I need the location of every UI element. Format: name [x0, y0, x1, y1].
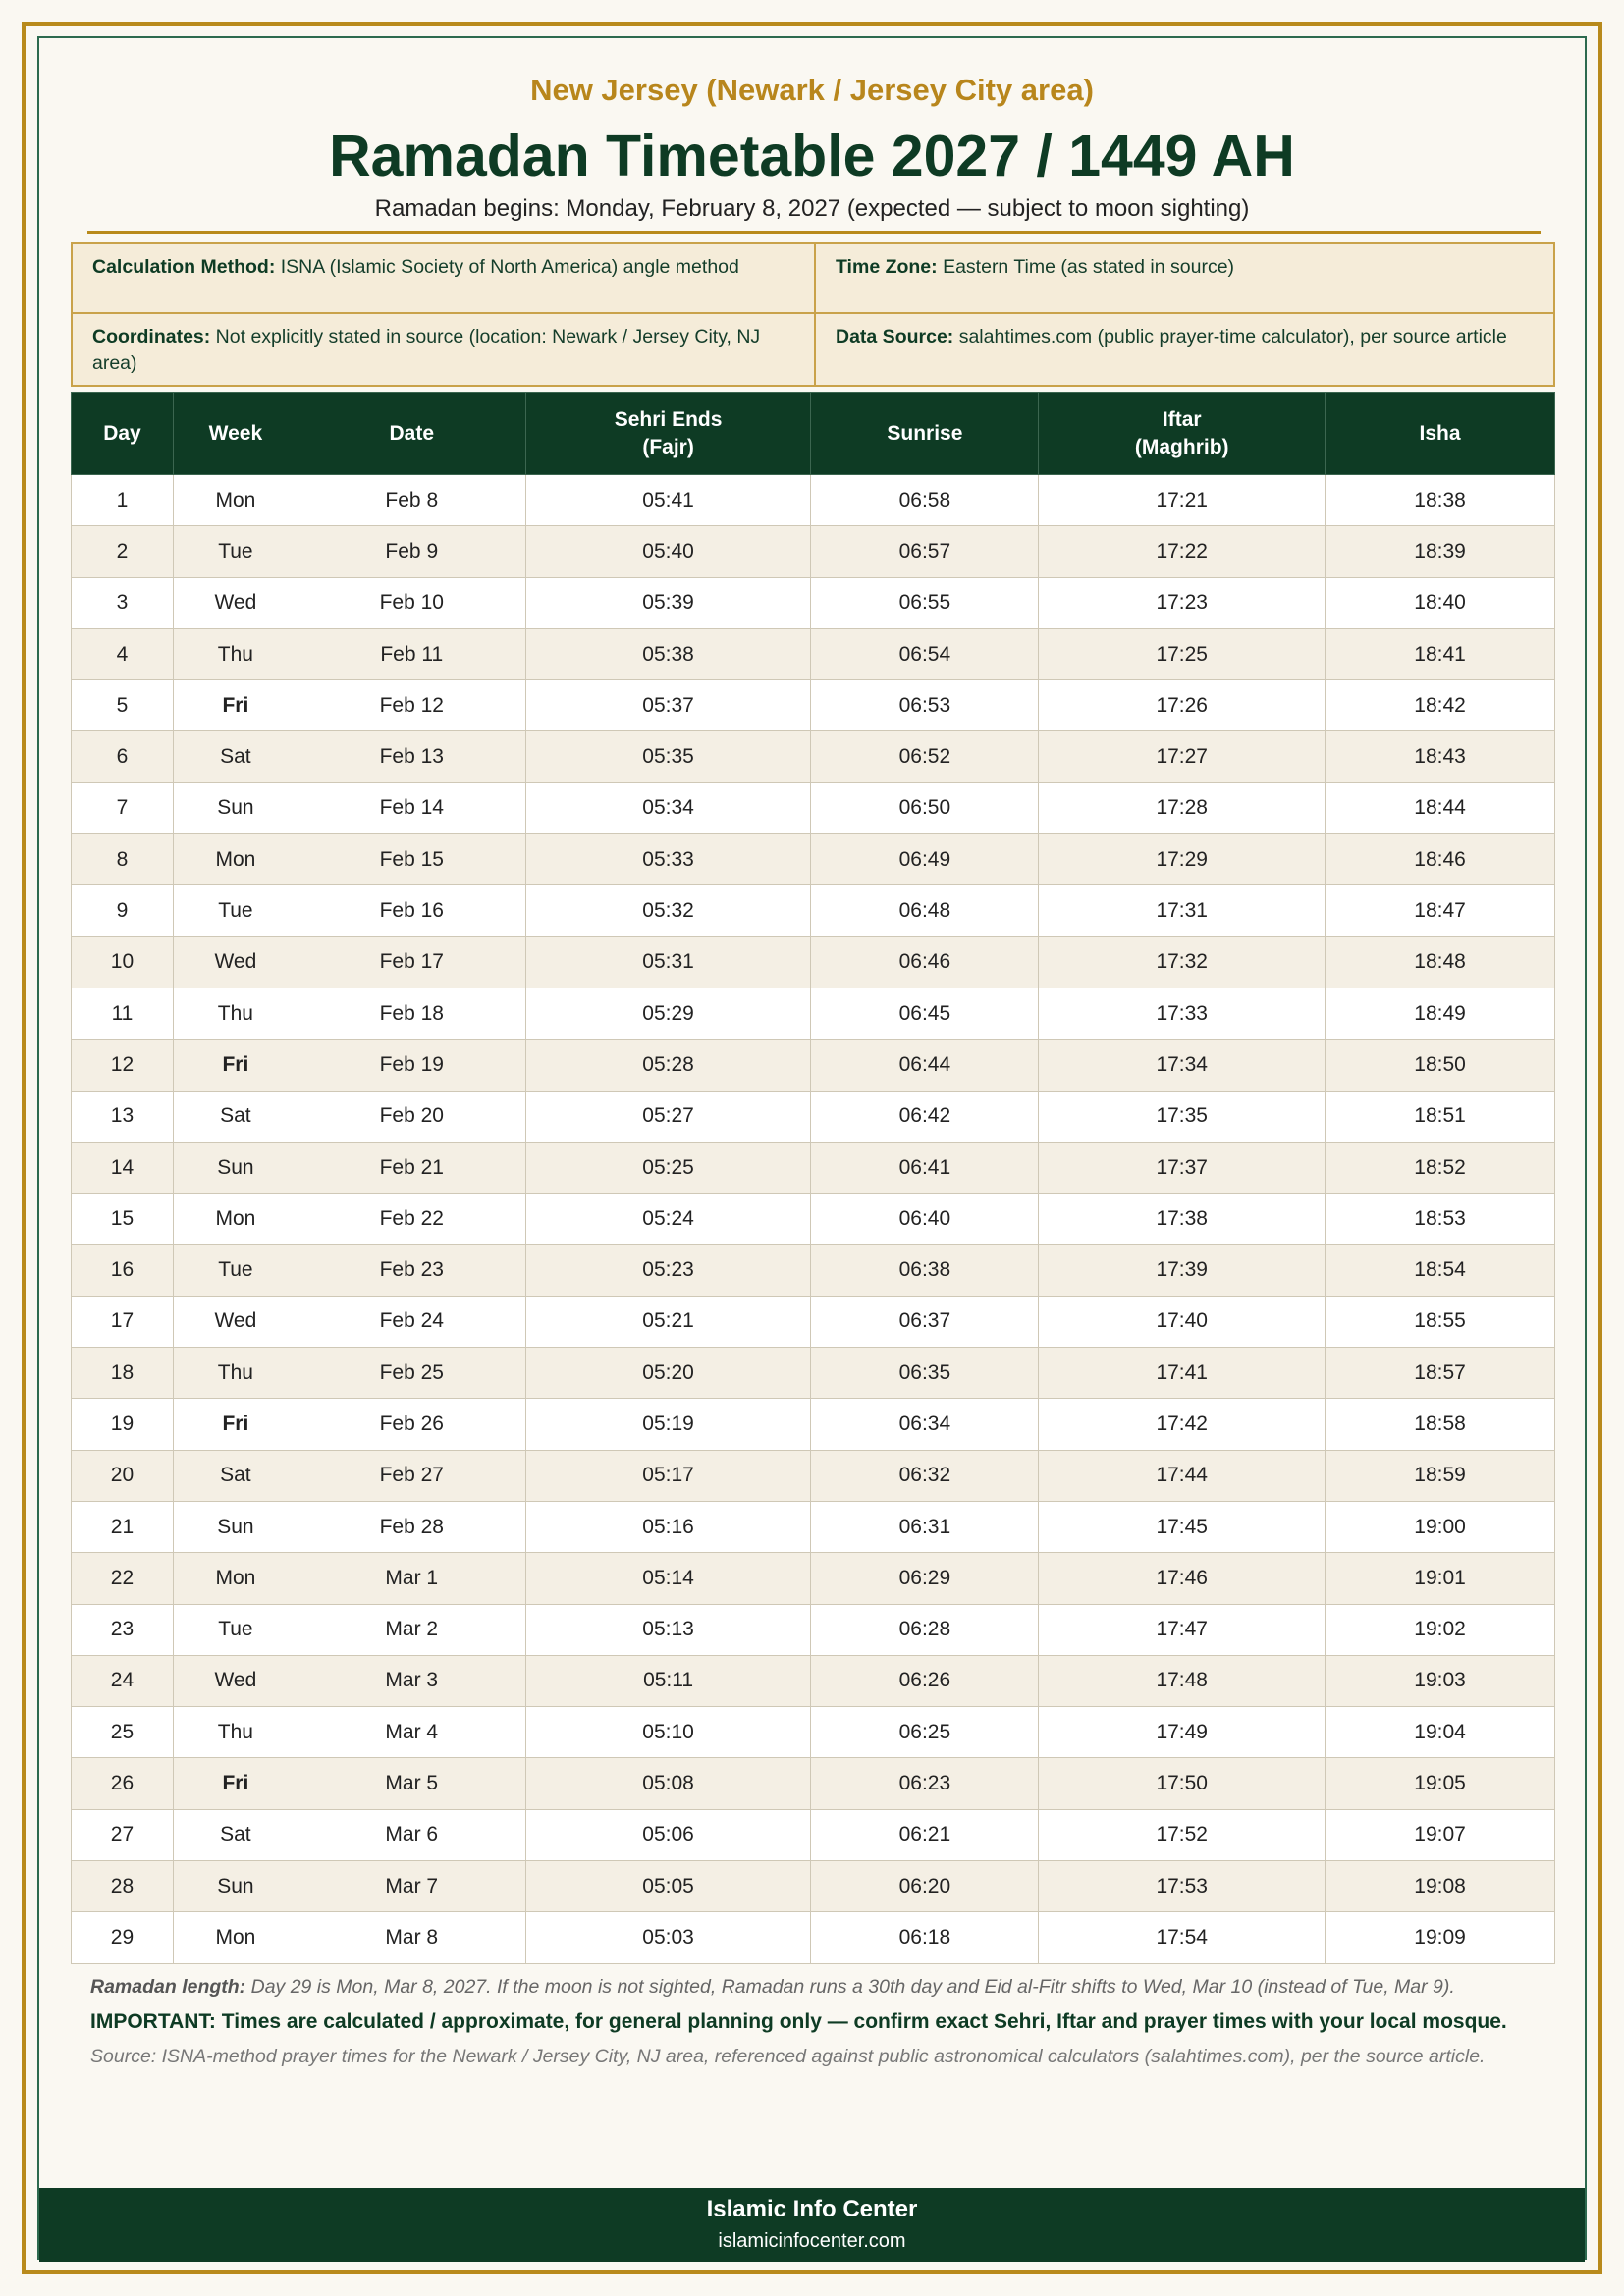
sunrise-cell: 06:50	[811, 782, 1039, 833]
date-cell: Feb 11	[298, 628, 525, 679]
isha-cell: 18:54	[1326, 1245, 1555, 1296]
sunrise-cell: 06:46	[811, 936, 1039, 988]
isha-cell: 19:08	[1326, 1861, 1555, 1912]
iftar-cell: 17:42	[1039, 1399, 1326, 1450]
iftar-cell: 17:27	[1039, 731, 1326, 782]
source-note: Source: ISNA-method prayer times for the Newark / Jersey City, NJ area, referenced against public astronomical calculators (salahtimes.com), per the source article.	[90, 2046, 1486, 2067]
sehri-cell: 05:11	[525, 1655, 811, 1706]
table-row	[72, 885, 1555, 936]
week-cell: Wed	[173, 1296, 298, 1347]
date-cell: Mar 1	[298, 1553, 525, 1604]
iftar-cell: 17:33	[1039, 988, 1326, 1039]
day-cell: 28	[72, 1861, 174, 1912]
column-header: Week	[173, 393, 298, 475]
sehri-cell: 05:13	[525, 1604, 811, 1655]
isha-cell: 18:47	[1326, 885, 1555, 936]
week-cell: Mon	[173, 1912, 298, 1963]
table-row	[72, 680, 1555, 731]
isha-cell: 18:51	[1326, 1091, 1555, 1142]
table-row	[72, 936, 1555, 988]
sunrise-cell: 06:48	[811, 885, 1039, 936]
sehri-cell: 05:27	[525, 1091, 811, 1142]
sehri-cell: 05:03	[525, 1912, 811, 1963]
day-cell: 4	[72, 628, 174, 679]
table-row	[72, 1758, 1555, 1809]
week-cell: Sat	[173, 1809, 298, 1860]
iftar-cell: 17:21	[1039, 475, 1326, 526]
day-cell: 11	[72, 988, 174, 1039]
date-cell: Feb 21	[298, 1142, 525, 1193]
date-cell: Feb 13	[298, 731, 525, 782]
week-cell: Thu	[173, 1707, 298, 1758]
coords-value: Not explicitly stated in source (location: Newark / Jersey City, NJ area)	[92, 326, 761, 374]
iftar-cell: 17:28	[1039, 782, 1326, 833]
date-cell: Feb 24	[298, 1296, 525, 1347]
date-cell: Feb 22	[298, 1194, 525, 1245]
sehri-cell: 05:37	[525, 680, 811, 731]
iftar-cell: 17:39	[1039, 1245, 1326, 1296]
day-cell: 18	[72, 1348, 174, 1399]
table-row	[72, 1604, 1555, 1655]
iftar-cell: 17:50	[1039, 1758, 1326, 1809]
date-cell: Feb 23	[298, 1245, 525, 1296]
isha-cell: 19:00	[1326, 1501, 1555, 1552]
page-title: Ramadan Timetable 2027 / 1449 AH	[329, 124, 1295, 188]
footer	[39, 2188, 1585, 2262]
timetable	[71, 392, 1555, 1964]
table-row	[72, 526, 1555, 577]
week-cell: Wed	[173, 577, 298, 628]
day-cell: 22	[72, 1553, 174, 1604]
day-cell: 1	[72, 475, 174, 526]
sunrise-cell: 06:35	[811, 1348, 1039, 1399]
iftar-cell: 17:49	[1039, 1707, 1326, 1758]
date-cell: Feb 14	[298, 782, 525, 833]
table-row	[72, 1040, 1555, 1091]
sehri-cell: 05:14	[525, 1553, 811, 1604]
sehri-cell: 05:40	[525, 526, 811, 577]
table-row	[72, 1450, 1555, 1501]
week-cell: Mon	[173, 1553, 298, 1604]
sehri-cell: 05:33	[525, 834, 811, 885]
isha-cell: 18:58	[1326, 1399, 1555, 1450]
sehri-cell: 05:19	[525, 1399, 811, 1450]
day-cell: 29	[72, 1912, 174, 1963]
notes	[90, 1974, 1553, 2070]
isha-cell: 19:05	[1326, 1758, 1555, 1809]
iftar-cell: 17:47	[1039, 1604, 1326, 1655]
week-cell: Wed	[173, 936, 298, 988]
table-row	[72, 1348, 1555, 1399]
isha-cell: 19:01	[1326, 1553, 1555, 1604]
isha-cell: 18:43	[1326, 731, 1555, 782]
day-cell: 23	[72, 1604, 174, 1655]
sunrise-cell: 06:49	[811, 834, 1039, 885]
sunrise-cell: 06:32	[811, 1450, 1039, 1501]
date-cell: Mar 3	[298, 1655, 525, 1706]
day-cell: 14	[72, 1142, 174, 1193]
date-cell: Feb 27	[298, 1450, 525, 1501]
iftar-cell: 17:41	[1039, 1348, 1326, 1399]
timezone-label: Time Zone:	[836, 256, 938, 278]
sehri-cell: 05:16	[525, 1501, 811, 1552]
iftar-cell: 17:48	[1039, 1655, 1326, 1706]
footer-url[interactable]: islamicinfocenter.com	[718, 2230, 906, 2252]
time-zone	[814, 244, 1555, 312]
week-cell: Tue	[173, 885, 298, 936]
date-cell: Feb 17	[298, 936, 525, 988]
week-cell: Tue	[173, 1604, 298, 1655]
column-header: Sehri Ends (Fajr)	[525, 393, 811, 475]
iftar-cell: 17:25	[1039, 628, 1326, 679]
week-cell: Sat	[173, 1091, 298, 1142]
week-cell: Fri	[173, 680, 298, 731]
sunrise-cell: 06:20	[811, 1861, 1039, 1912]
table-row	[72, 782, 1555, 833]
table-row	[72, 1861, 1555, 1912]
week-cell: Mon	[173, 475, 298, 526]
week-cell: Fri	[173, 1758, 298, 1809]
isha-cell: 18:52	[1326, 1142, 1555, 1193]
table-row	[72, 1809, 1555, 1860]
sunrise-cell: 06:53	[811, 680, 1039, 731]
sehri-cell: 05:41	[525, 475, 811, 526]
length-label: Ramadan length:	[90, 1976, 246, 1998]
column-header: Isha	[1326, 393, 1555, 475]
sehri-cell: 05:38	[525, 628, 811, 679]
isha-cell: 18:53	[1326, 1194, 1555, 1245]
table-row	[72, 1501, 1555, 1552]
sehri-cell: 05:20	[525, 1348, 811, 1399]
isha-cell: 19:04	[1326, 1707, 1555, 1758]
sunrise-cell: 06:21	[811, 1809, 1039, 1860]
week-cell: Sat	[173, 1450, 298, 1501]
date-cell: Feb 15	[298, 834, 525, 885]
iftar-cell: 17:22	[1039, 526, 1326, 577]
day-cell: 21	[72, 1501, 174, 1552]
day-cell: 2	[72, 526, 174, 577]
sehri-cell: 05:23	[525, 1245, 811, 1296]
isha-cell: 18:41	[1326, 628, 1555, 679]
sunrise-cell: 06:58	[811, 475, 1039, 526]
sunrise-cell: 06:40	[811, 1194, 1039, 1245]
isha-cell: 18:49	[1326, 988, 1555, 1039]
iftar-cell: 17:53	[1039, 1861, 1326, 1912]
day-cell: 15	[72, 1194, 174, 1245]
date-cell: Feb 26	[298, 1399, 525, 1450]
sehri-cell: 05:34	[525, 782, 811, 833]
date-cell: Mar 6	[298, 1809, 525, 1860]
table-row	[72, 577, 1555, 628]
week-cell: Sun	[173, 1142, 298, 1193]
sunrise-cell: 06:26	[811, 1655, 1039, 1706]
important-note: IMPORTANT: Times are calculated / approximate, for general planning only — confirm exact Sehri, Iftar and prayer times with your local mosque.	[90, 2010, 1507, 2033]
sunrise-cell: 06:34	[811, 1399, 1039, 1450]
day-cell: 26	[72, 1758, 174, 1809]
date-cell: Mar 2	[298, 1604, 525, 1655]
isha-cell: 18:55	[1326, 1296, 1555, 1347]
iftar-cell: 17:34	[1039, 1040, 1326, 1091]
day-cell: 6	[72, 731, 174, 782]
page-frame	[37, 36, 1587, 2260]
sehri-cell: 05:24	[525, 1194, 811, 1245]
source-label: Data Source:	[836, 326, 954, 347]
week-cell: Fri	[173, 1040, 298, 1091]
sunrise-cell: 06:44	[811, 1040, 1039, 1091]
date-cell: Feb 25	[298, 1348, 525, 1399]
week-cell: Thu	[173, 1348, 298, 1399]
table-row	[72, 1553, 1555, 1604]
coordinates	[73, 312, 814, 385]
iftar-cell: 17:46	[1039, 1553, 1326, 1604]
sunrise-cell: 06:29	[811, 1553, 1039, 1604]
isha-cell: 18:59	[1326, 1450, 1555, 1501]
week-cell: Sun	[173, 1861, 298, 1912]
table-row	[72, 1091, 1555, 1142]
column-header: Date	[298, 393, 525, 475]
sehri-cell: 05:17	[525, 1450, 811, 1501]
iftar-cell: 17:54	[1039, 1912, 1326, 1963]
isha-cell: 19:03	[1326, 1655, 1555, 1706]
timezone-value: Eastern Time (as stated in source)	[937, 256, 1235, 278]
sunrise-cell: 06:18	[811, 1912, 1039, 1963]
day-cell: 13	[72, 1091, 174, 1142]
sunrise-cell: 06:45	[811, 988, 1039, 1039]
week-cell: Thu	[173, 628, 298, 679]
header	[39, 38, 1585, 224]
isha-cell: 18:42	[1326, 680, 1555, 731]
sehri-cell: 05:39	[525, 577, 811, 628]
table-row	[72, 1399, 1555, 1450]
sehri-cell: 05:08	[525, 1758, 811, 1809]
table-row	[72, 1912, 1555, 1963]
table-row	[72, 628, 1555, 679]
day-cell: 8	[72, 834, 174, 885]
sunrise-cell: 06:54	[811, 628, 1039, 679]
date-cell: Feb 18	[298, 988, 525, 1039]
sehri-cell: 05:29	[525, 988, 811, 1039]
sehri-cell: 05:06	[525, 1809, 811, 1860]
table-body	[72, 475, 1555, 1964]
sunrise-cell: 06:52	[811, 731, 1039, 782]
ramadan-length-note	[90, 1974, 1553, 2001]
iftar-cell: 17:35	[1039, 1091, 1326, 1142]
sunrise-cell: 06:37	[811, 1296, 1039, 1347]
isha-cell: 18:38	[1326, 475, 1555, 526]
data-source	[814, 312, 1555, 385]
table-row	[72, 1194, 1555, 1245]
iftar-cell: 17:52	[1039, 1809, 1326, 1860]
table-row	[72, 475, 1555, 526]
sehri-cell: 05:28	[525, 1040, 811, 1091]
date-cell: Feb 16	[298, 885, 525, 936]
iftar-cell: 17:29	[1039, 834, 1326, 885]
length-text: Day 29 is Mon, Mar 8, 2027. If the moon is not sighted, Ramadan runs a 30th day and Eid al-Fitr shifts to Wed, Mar 10 (instead of Tue, Mar 9).	[245, 1976, 1455, 1998]
week-cell: Sat	[173, 731, 298, 782]
sunrise-cell: 06:31	[811, 1501, 1039, 1552]
day-cell: 24	[72, 1655, 174, 1706]
week-cell: Tue	[173, 526, 298, 577]
isha-cell: 18:48	[1326, 936, 1555, 988]
iftar-cell: 17:37	[1039, 1142, 1326, 1193]
day-cell: 27	[72, 1809, 174, 1860]
isha-cell: 18:57	[1326, 1348, 1555, 1399]
iftar-cell: 17:26	[1039, 680, 1326, 731]
source-value: salahtimes.com (public prayer-time calculator), per source article	[953, 326, 1507, 347]
iftar-cell: 17:44	[1039, 1450, 1326, 1501]
footer-name: Islamic Info Center	[706, 2196, 918, 2222]
location-subtitle: New Jersey (Newark / Jersey City area)	[530, 73, 1094, 107]
sehri-cell: 05:10	[525, 1707, 811, 1758]
day-cell: 9	[72, 885, 174, 936]
coords-label: Coordinates:	[92, 326, 211, 347]
divider	[87, 231, 1541, 234]
isha-cell: 19:02	[1326, 1604, 1555, 1655]
isha-cell: 18:46	[1326, 834, 1555, 885]
week-cell: Mon	[173, 834, 298, 885]
sunrise-cell: 06:23	[811, 1758, 1039, 1809]
isha-cell: 19:07	[1326, 1809, 1555, 1860]
sehri-cell: 05:31	[525, 936, 811, 988]
week-cell: Wed	[173, 1655, 298, 1706]
isha-cell: 18:40	[1326, 577, 1555, 628]
sehri-cell: 05:21	[525, 1296, 811, 1347]
table-row	[72, 1655, 1555, 1706]
table-row	[72, 1707, 1555, 1758]
date-cell: Feb 28	[298, 1501, 525, 1552]
sehri-cell: 05:32	[525, 885, 811, 936]
day-cell: 16	[72, 1245, 174, 1296]
date-cell: Feb 9	[298, 526, 525, 577]
sehri-cell: 05:25	[525, 1142, 811, 1193]
isha-cell: 18:44	[1326, 782, 1555, 833]
table-row	[72, 988, 1555, 1039]
begins-text: Ramadan begins: Monday, February 8, 2027 (expected — subject to moon sighting)	[374, 195, 1250, 222]
date-cell: Mar 8	[298, 1912, 525, 1963]
day-cell: 10	[72, 936, 174, 988]
date-cell: Feb 20	[298, 1091, 525, 1142]
sunrise-cell: 06:57	[811, 526, 1039, 577]
date-cell: Mar 7	[298, 1861, 525, 1912]
isha-cell: 18:50	[1326, 1040, 1555, 1091]
day-cell: 20	[72, 1450, 174, 1501]
week-cell: Fri	[173, 1399, 298, 1450]
sehri-cell: 05:05	[525, 1861, 811, 1912]
column-header: Sunrise	[811, 393, 1039, 475]
table-row	[72, 1296, 1555, 1347]
column-header: Iftar (Maghrib)	[1039, 393, 1326, 475]
sunrise-cell: 06:25	[811, 1707, 1039, 1758]
iftar-cell: 17:23	[1039, 577, 1326, 628]
date-cell: Mar 5	[298, 1758, 525, 1809]
sunrise-cell: 06:41	[811, 1142, 1039, 1193]
day-cell: 19	[72, 1399, 174, 1450]
method-value: ISNA (Islamic Society of North America) angle method	[275, 256, 739, 278]
week-cell: Sun	[173, 782, 298, 833]
week-cell: Sun	[173, 1501, 298, 1552]
sunrise-cell: 06:42	[811, 1091, 1039, 1142]
iftar-cell: 17:31	[1039, 885, 1326, 936]
iftar-cell: 17:40	[1039, 1296, 1326, 1347]
day-cell: 7	[72, 782, 174, 833]
method-label: Calculation Method:	[92, 256, 276, 278]
week-cell: Thu	[173, 988, 298, 1039]
isha-cell: 19:09	[1326, 1912, 1555, 1963]
date-cell: Mar 4	[298, 1707, 525, 1758]
day-cell: 5	[72, 680, 174, 731]
sunrise-cell: 06:28	[811, 1604, 1039, 1655]
day-cell: 25	[72, 1707, 174, 1758]
isha-cell: 18:39	[1326, 526, 1555, 577]
date-cell: Feb 8	[298, 475, 525, 526]
day-cell: 17	[72, 1296, 174, 1347]
sunrise-cell: 06:38	[811, 1245, 1039, 1296]
table-row	[72, 834, 1555, 885]
date-cell: Feb 19	[298, 1040, 525, 1091]
week-cell: Tue	[173, 1245, 298, 1296]
table-row	[72, 731, 1555, 782]
week-cell: Mon	[173, 1194, 298, 1245]
table-header-row	[72, 393, 1555, 475]
iftar-cell: 17:38	[1039, 1194, 1326, 1245]
sunrise-cell: 06:55	[811, 577, 1039, 628]
sehri-cell: 05:35	[525, 731, 811, 782]
iftar-cell: 17:32	[1039, 936, 1326, 988]
day-cell: 3	[72, 577, 174, 628]
date-cell: Feb 12	[298, 680, 525, 731]
iftar-cell: 17:45	[1039, 1501, 1326, 1552]
column-header: Day	[72, 393, 174, 475]
calculation-method	[73, 244, 814, 312]
info-box	[71, 242, 1555, 387]
table-row	[72, 1245, 1555, 1296]
date-cell: Feb 10	[298, 577, 525, 628]
table-row	[72, 1142, 1555, 1193]
day-cell: 12	[72, 1040, 174, 1091]
